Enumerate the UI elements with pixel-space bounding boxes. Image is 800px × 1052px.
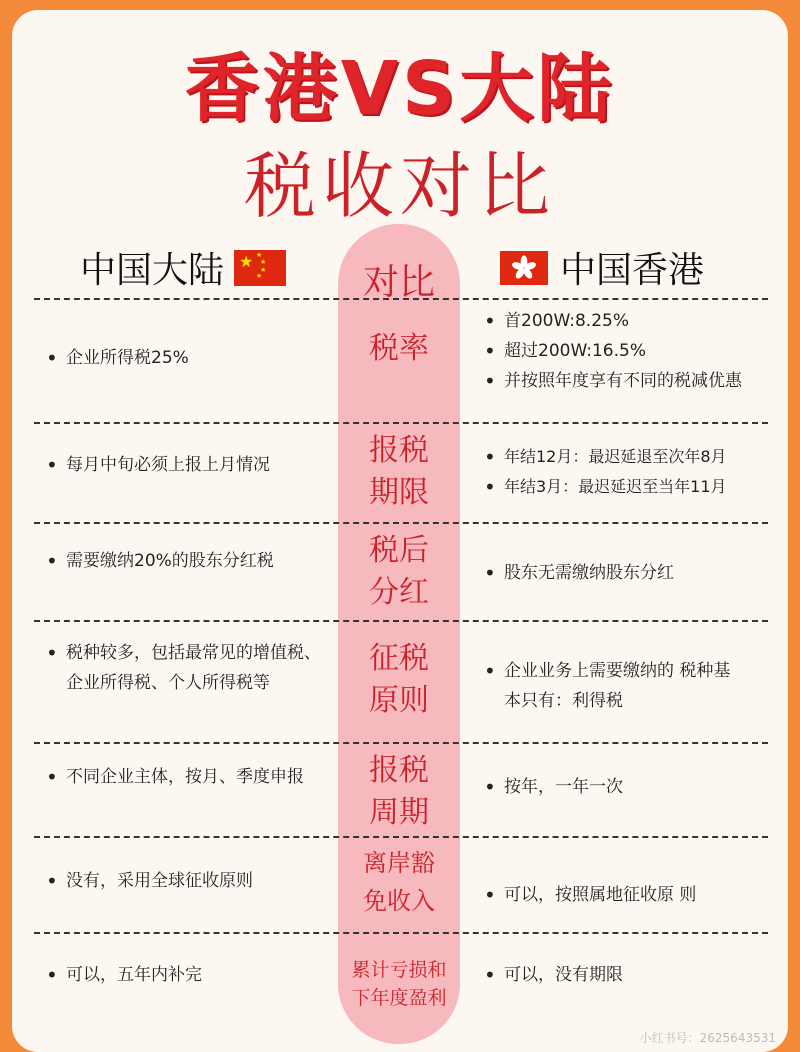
row-tax-principle-hongkong	[478, 656, 740, 716]
row-tax-principle-mainland	[40, 638, 322, 698]
list-item: • 每月中旬必须上报上月情况	[40, 450, 330, 480]
category-label: 报税期限	[369, 433, 429, 510]
header-compare: 对比	[362, 262, 435, 303]
category-label: 税后分红	[369, 533, 429, 610]
row-divider	[34, 298, 768, 300]
row-losses-category	[338, 956, 460, 1012]
row-offshore-mainland	[40, 866, 330, 896]
hongkong-flag-icon	[500, 251, 548, 285]
list-item: • 年结12月：最迟延退至次年8月	[478, 442, 778, 472]
page-title: 香港VS大陆	[184, 46, 616, 132]
comparison-card	[12, 10, 788, 1052]
list-item: • 企业所得税25%	[40, 343, 330, 373]
china-flag-icon: ★ ★ ★ ★ ★	[234, 250, 286, 286]
header-hongkong	[500, 242, 704, 293]
row-divider	[34, 742, 768, 744]
header-hongkong-label: 中国香港	[560, 250, 705, 291]
row-dividend-hongkong	[478, 558, 768, 588]
category-label: 累计亏损和下年度盈利	[351, 959, 447, 1009]
row-tax-rate-mainland	[40, 343, 330, 373]
list-item: • 年结3月：最迟延迟至当年11月	[478, 472, 778, 502]
row-dividend-mainland	[40, 546, 300, 576]
row-filing-deadline-category	[338, 430, 460, 514]
row-filing-deadline-mainland	[40, 450, 330, 480]
row-filing-deadline-hongkong	[478, 442, 778, 502]
category-label: 离岸豁免收入	[363, 849, 435, 915]
row-filing-cycle-hongkong	[478, 772, 768, 802]
row-tax-rate-hongkong	[478, 306, 768, 396]
list-item: • 可以，五年内补完	[40, 960, 330, 990]
list-item: • 需要缴纳20%的股东分红税	[40, 546, 300, 576]
list-item: • 可以，没有期限	[478, 960, 768, 990]
list-item: • 并按照年度享有不同的税减优惠	[478, 366, 768, 396]
row-divider	[34, 932, 768, 934]
row-divider	[34, 836, 768, 838]
row-offshore-category	[338, 844, 460, 920]
list-item: • 首200W:8.25%	[478, 306, 768, 336]
row-losses-mainland	[40, 960, 330, 990]
row-divider	[34, 522, 768, 524]
header-mainland-label: 中国大陆	[80, 250, 225, 291]
row-offshore-hongkong	[478, 880, 778, 910]
list-item: • 税种较多，包括最常见的增值税、企业所得税、个人所得税等	[40, 638, 322, 698]
watermark: 小红书号：2625643531	[639, 1031, 776, 1045]
row-filing-cycle-category	[338, 750, 460, 834]
row-losses-hongkong	[478, 960, 768, 990]
list-item: • 股东无需缴纳股东分红	[478, 558, 768, 588]
header-mainland	[80, 242, 286, 293]
page-subtitle: 税收对比	[243, 144, 556, 228]
list-item: • 超过200W:16.5%	[478, 336, 768, 366]
list-item: • 企业业务上需要缴纳的 税种基本只有：利得税	[478, 656, 740, 716]
list-item: • 不同企业主体，按月、季度申报	[40, 762, 308, 792]
row-tax-rate-category	[338, 328, 460, 370]
category-label: 征税原则	[369, 641, 429, 718]
list-item: • 可以，按照属地征收原 则	[478, 880, 778, 910]
row-dividend-category	[338, 530, 460, 614]
row-filing-cycle-mainland	[40, 762, 308, 792]
category-label: 报税周期	[369, 753, 429, 830]
list-item: • 没有，采用全球征收原则	[40, 866, 330, 896]
list-item: • 按年，一年一次	[478, 772, 768, 802]
row-tax-principle-category	[338, 638, 460, 722]
row-divider	[34, 620, 768, 622]
category-label: 税率	[369, 331, 429, 366]
row-divider	[34, 422, 768, 424]
